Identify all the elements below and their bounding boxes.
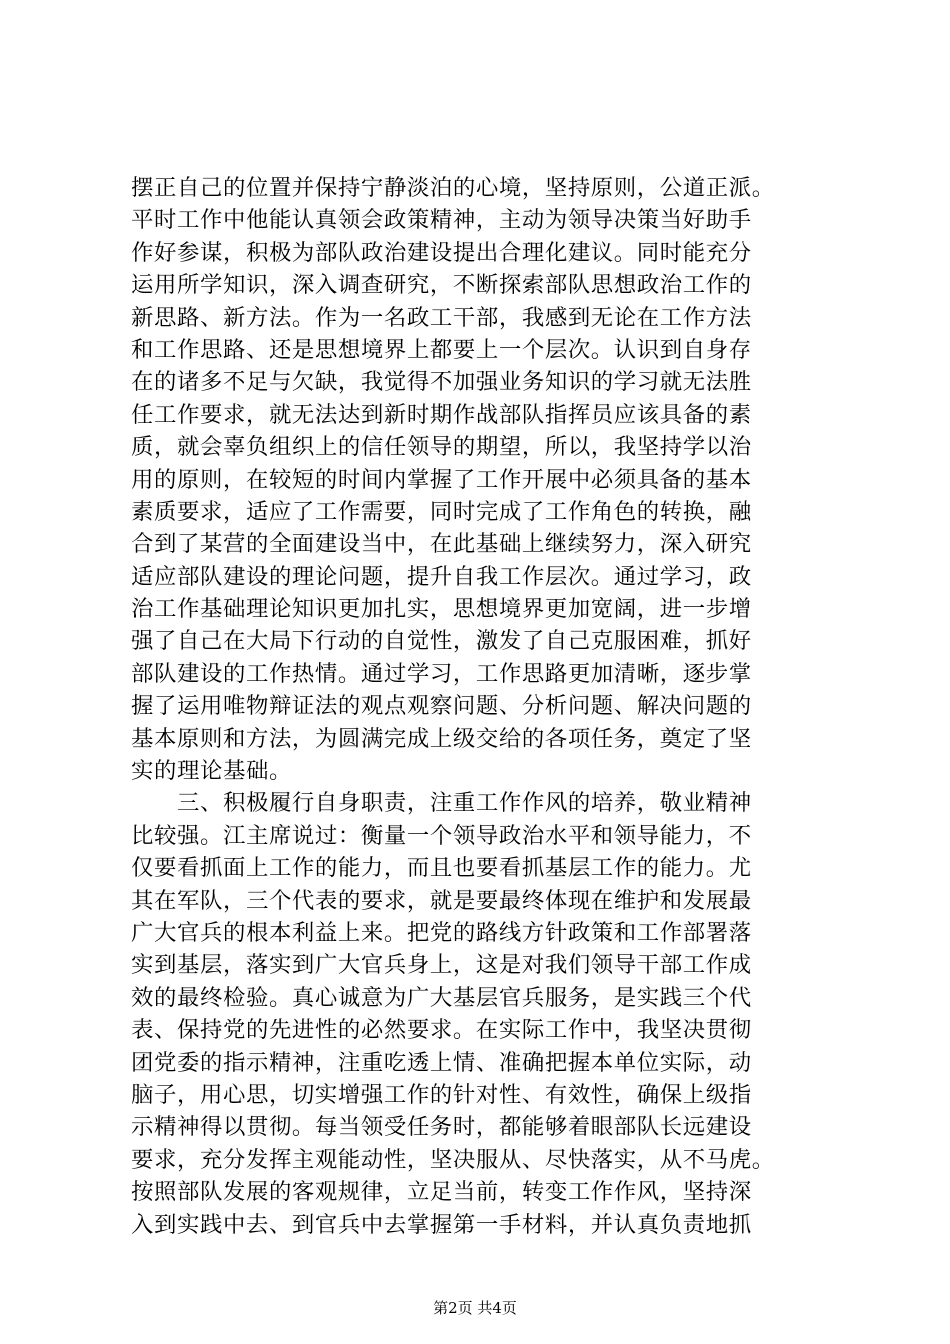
body-text [131,172,851,1241]
text-line: 握了运用唯物辩证法的观点观察问题、分析问题、解决问题的 [131,693,752,720]
text-line: 和工作思路、还是思想境界上都要上一个层次。认识到自身存 [131,336,752,363]
text-line: 平时工作中他能认真领会政策精神，主动为领导决策当好助手 [131,207,752,234]
text-line: 团党委的指示精神，注重吃透上情、准确把握本单位实际，动 [131,1049,752,1076]
text-line: 运用所学知识，深入调查研究，不断探索部队思想政治工作的 [131,272,752,299]
text-line: 适应部队建设的理论问题，提升自我工作层次。通过学习，政 [131,563,752,590]
section-heading-line: 三、积极履行自身职责，注重工作作风的培养，敬业精神 [131,790,752,817]
text-line: 按照部队发展的客观规律，立足当前，转变工作作风，坚持深 [131,1179,752,1206]
text-line: 效的最终检验。真心诚意为广大基层官兵服务，是实践三个代 [131,984,752,1011]
text-line: 新思路、新方法。作为一名政工干部，我感到无论在工作方法 [131,304,752,331]
text-line: 合到了某营的全面建设当中，在此基础上继续努力，深入研究 [131,531,752,558]
text-line: 部队建设的工作热情。通过学习，工作思路更加清晰，逐步掌 [131,660,752,687]
text-line: 脑子，用心思，切实增强工作的针对性、有效性，确保上级指 [131,1081,752,1108]
text-line: 广大官兵的根本利益上来。把党的路线方针政策和工作部署落 [131,919,752,946]
text-line: 仅要看抓面上工作的能力，而且也要看抓基层工作的能力。尤 [131,855,752,882]
text-line: 实到基层，落实到广大官兵身上，这是对我们领导干部工作成 [131,952,752,979]
text-line: 任工作要求，就无法达到新时期作战部队指挥员应该具备的素 [131,401,752,428]
text-line: 作好参谋，积极为部队政治建设提出合理化建议。同时能充分 [131,239,752,266]
text-line: 比较强。江主席说过：衡量一个领导政治水平和领导能力，不 [131,822,752,849]
text-line: 表、保持党的先进性的必然要求。在实际工作中，我坚决贯彻 [131,1017,752,1044]
text-line: 素质要求，适应了工作需要，同时完成了工作角色的转换，融 [131,498,752,525]
text-line: 基本原则和方法，为圆满完成上级交给的各项任务，奠定了坚 [131,725,752,752]
text-line: 其在军队，三个代表的要求，就是要最终体现在维护和发展最 [131,887,752,914]
text-line: 摆正自己的位置并保持宁静淡泊的心境，坚持原则，公道正派。 [131,175,775,201]
text-line: 治工作基础理论知识更加扎实，思想境界更加宽阔，进一步增 [131,596,752,623]
text-line: 要求，充分发挥主观能动性，坚决服从、尽快落实，从不马虎。 [131,1146,775,1173]
text-line: 用的原则，在较短的时间内掌握了工作开展中必须具备的基本 [131,466,752,493]
text-line: 实的理论基础。 [131,758,292,785]
text-line: 在的诸多不足与欠缺，我觉得不加强业务知识的学习就无法胜 [131,369,752,396]
text-line: 强了自己在大局下行动的自觉性，激发了自己克服困难，抓好 [131,628,752,655]
text-line: 质，就会辜负组织上的信任领导的期望，所以，我坚持学以治 [131,434,752,461]
text-line: 示精神得以贯彻。每当领受任务时，都能够着眼部队长远建设 [131,1114,752,1141]
page-number-footer: 第2页 共4页 [433,1299,517,1317]
text-line: 入到实践中去、到官兵中去掌握第一手材料，并认真负责地抓 [131,1211,752,1238]
